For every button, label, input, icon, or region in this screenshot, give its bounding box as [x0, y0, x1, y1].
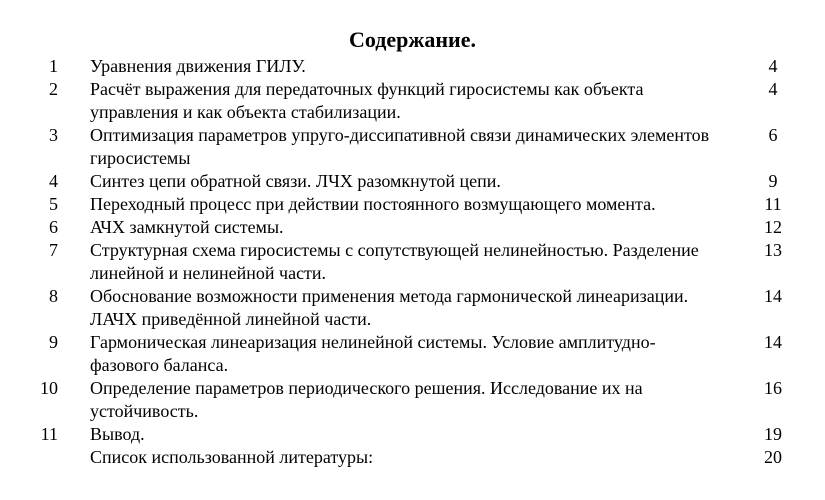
toc-line: фазового баланса. — [90, 355, 229, 375]
toc-line: гиросистемы — [90, 148, 191, 168]
toc-item-number: 1 — [49, 56, 58, 76]
toc-row — [0, 331, 825, 377]
toc-item-page: 6 — [768, 125, 778, 145]
toc-line: Вывод. — [90, 424, 145, 444]
toc-item-number: 3 — [49, 125, 58, 145]
toc-item-page: 19 — [764, 424, 782, 444]
toc-row — [0, 55, 825, 78]
toc-item-number: 7 — [49, 240, 58, 260]
toc-line: ЛАЧХ приведённой линейной части. — [90, 309, 372, 329]
toc-row — [0, 216, 825, 239]
toc-item-number: 2 — [49, 79, 58, 99]
toc-line: управления и как объекта стабилизации. — [90, 102, 401, 122]
toc-line: Синтез цепи обратной связи. ЛЧХ разомкнутой цепи. — [90, 171, 501, 191]
toc-item-number: 11 — [40, 424, 58, 444]
toc-row — [0, 285, 825, 331]
toc-item-page: 12 — [764, 217, 782, 237]
toc-line: Расчёт выражения для передаточных функций гиросистемы как объекта — [90, 79, 644, 99]
toc-item-number: 4 — [49, 171, 58, 191]
toc-line: Обоснование возможности применения метода гармонической линеаризации. — [90, 286, 689, 306]
toc-row — [0, 377, 825, 423]
toc-line: Гармоническая линеаризация нелинейной системы. Условие амплитудно- — [90, 332, 656, 352]
toc-line: Определение параметров периодического решения. Исследование их на — [90, 378, 643, 398]
toc-item-number: 10 — [40, 378, 58, 398]
toc-item-page: 4 — [768, 56, 778, 76]
toc-item-number: 8 — [49, 286, 58, 306]
toc-row — [0, 170, 825, 193]
toc-item-title — [60, 285, 747, 331]
toc-line: АЧХ замкнутой системы. — [90, 217, 284, 237]
toc-item-title — [60, 193, 747, 216]
toc-item-page: 20 — [764, 447, 782, 467]
toc-item-page: 16 — [764, 378, 782, 398]
toc-row — [0, 78, 825, 124]
toc-item-title — [60, 170, 747, 193]
toc-item-number — [0, 446, 60, 469]
toc-item-page: 4 — [768, 79, 778, 99]
toc-row — [0, 193, 825, 216]
toc-line: устойчивость. — [90, 401, 199, 421]
toc-item-title — [60, 216, 747, 239]
toc-row — [0, 446, 825, 469]
toc-line: Структурная схема гиросистемы с сопутствующей нелинейностью. Разделение — [90, 240, 699, 260]
toc-item-number: 5 — [49, 194, 58, 214]
toc-item-number: 9 — [49, 332, 58, 352]
toc-item-title — [60, 55, 747, 78]
toc-item-title — [60, 377, 747, 423]
toc-item-title — [60, 331, 747, 377]
toc-line: линейной и нелинейной части. — [90, 263, 327, 283]
toc-item-title — [60, 446, 747, 469]
toc-item-title — [60, 78, 747, 124]
toc-item-page: 14 — [764, 286, 782, 306]
toc-item-number: 6 — [49, 217, 58, 237]
toc-list — [0, 55, 825, 469]
page-title: Содержание. — [349, 27, 476, 52]
toc-item-page: 11 — [764, 194, 782, 214]
toc-item-page: 13 — [764, 240, 782, 260]
toc-row — [0, 423, 825, 446]
toc-row — [0, 239, 825, 285]
toc-row — [0, 124, 825, 170]
toc-item-title — [60, 239, 747, 285]
toc-item-title — [60, 423, 747, 446]
toc-line: Переходный процесс при действии постоянного возмущающего момента. — [90, 194, 656, 214]
toc-item-page: 9 — [768, 171, 778, 191]
toc-line: Уравнения движения ГИЛУ. — [90, 56, 306, 76]
toc-item-title — [60, 124, 747, 170]
toc-item-page: 14 — [764, 332, 782, 352]
toc-line: Список использованной литературы: — [90, 447, 374, 467]
toc-line: Оптимизация параметров упруго-диссипативной связи динамических элементов — [90, 125, 710, 145]
